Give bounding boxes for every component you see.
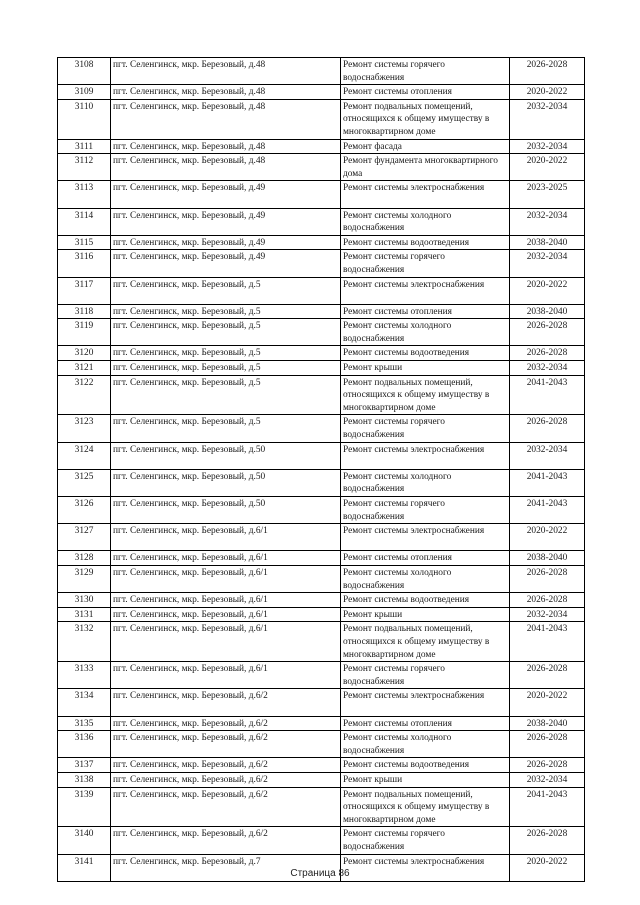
row-work-type: Ремонт системы водоотведения [341,593,510,608]
row-work-type: Ремонт системы холодного водоснабжения [341,208,510,235]
table-row [58,469,585,496]
row-period: 2038-2040 [510,716,585,731]
table-row [58,346,585,361]
row-work-type: Ремонт системы электроснабжения [341,442,510,469]
row-work-type: Ремонт крыши [341,361,510,376]
row-work-type: Ремонт системы отопления [341,716,510,731]
row-period: 2038-2040 [510,304,585,319]
row-address: пгт. Селенгинск, мкр. Березовый, д.6/2 [111,716,341,731]
table-row [58,758,585,773]
row-work-type: Ремонт системы горячего водоснабжения [341,58,510,85]
row-period: 2038-2040 [510,235,585,250]
row-address: пгт. Селенгинск, мкр. Березовый, д.48 [111,58,341,85]
row-work-type: Ремонт подвальных помещений, относящихся к общему имуществу в многоквартирном доме [341,787,510,827]
row-address: пгт. Селенгинск, мкр. Березовый, д.6/2 [111,689,341,716]
table-row [58,375,585,415]
row-number: 3129 [58,566,111,593]
repair-schedule-table [57,57,585,882]
row-address: пгт. Селенгинск, мкр. Березовый, д.6/1 [111,622,341,662]
table-row [58,607,585,622]
row-work-type: Ремонт системы горячего водоснабжения [341,662,510,689]
row-work-type: Ремонт фасада [341,139,510,154]
row-work-type: Ремонт крыши [341,772,510,787]
row-address: пгт. Селенгинск, мкр. Березовый, д.49 [111,181,341,208]
row-address: пгт. Селенгинск, мкр. Березовый, д.50 [111,442,341,469]
row-number: 3128 [58,551,111,566]
table-row [58,181,585,208]
row-number: 3133 [58,662,111,689]
row-period: 2032-2034 [510,250,585,277]
row-period: 2032-2034 [510,772,585,787]
row-address: пгт. Селенгинск, мкр. Березовый, д.7 [111,854,341,881]
table-row [58,566,585,593]
row-work-type: Ремонт системы водоотведения [341,758,510,773]
row-address: пгт. Селенгинск, мкр. Березовый, д.49 [111,208,341,235]
row-work-type: Ремонт системы холодного водоснабжения [341,469,510,496]
table-row [58,277,585,304]
row-address: пгт. Селенгинск, мкр. Березовый, д.6/1 [111,662,341,689]
row-work-type: Ремонт системы горячего водоснабжения [341,415,510,442]
row-period: 2032-2034 [510,208,585,235]
row-work-type: Ремонт системы электроснабжения [341,277,510,304]
row-address: пгт. Селенгинск, мкр. Березовый, д.6/2 [111,827,341,854]
row-address: пгт. Селенгинск, мкр. Березовый, д.48 [111,85,341,100]
row-work-type: Ремонт системы горячего водоснабжения [341,497,510,524]
row-number: 3130 [58,593,111,608]
table-row [58,415,585,442]
table-row [58,304,585,319]
row-number: 3122 [58,375,111,415]
row-work-type: Ремонт системы отопления [341,85,510,100]
row-number: 3126 [58,497,111,524]
row-period: 2032-2034 [510,607,585,622]
row-number: 3125 [58,469,111,496]
table-row [58,497,585,524]
row-period: 2020-2022 [510,854,585,881]
row-work-type: Ремонт системы отопления [341,304,510,319]
row-period: 2026-2028 [510,319,585,346]
table-row [58,551,585,566]
row-number: 3109 [58,85,111,100]
table-row [58,716,585,731]
row-work-type: Ремонт системы водоотведения [341,235,510,250]
table-body [58,58,585,882]
row-work-type: Ремонт подвальных помещений, относящихся к общему имуществу в многоквартирном доме [341,99,510,139]
row-number: 3119 [58,319,111,346]
row-address: пгт. Селенгинск, мкр. Березовый, д.6/1 [111,593,341,608]
row-address: пгт. Селенгинск, мкр. Березовый, д.5 [111,304,341,319]
row-address: пгт. Селенгинск, мкр. Березовый, д.6/1 [111,607,341,622]
table-row [58,85,585,100]
row-number: 3118 [58,304,111,319]
table-row [58,139,585,154]
table-row [58,731,585,758]
table-row [58,250,585,277]
row-number: 3117 [58,277,111,304]
row-address: пгт. Селенгинск, мкр. Березовый, д.6/2 [111,787,341,827]
row-address: пгт. Селенгинск, мкр. Березовый, д.50 [111,469,341,496]
row-number: 3121 [58,361,111,376]
table-row [58,208,585,235]
row-address: пгт. Селенгинск, мкр. Березовый, д.5 [111,415,341,442]
row-period: 2020-2022 [510,85,585,100]
row-period: 2032-2034 [510,442,585,469]
table-row [58,524,585,551]
table-row [58,442,585,469]
table-row [58,319,585,346]
row-address: пгт. Селенгинск, мкр. Березовый, д.5 [111,375,341,415]
table-row [58,361,585,376]
row-work-type: Ремонт системы холодного водоснабжения [341,566,510,593]
row-address: пгт. Селенгинск, мкр. Березовый, д.5 [111,346,341,361]
row-work-type: Ремонт фундамента многоквартирного дома [341,154,510,181]
row-period: 2026-2028 [510,827,585,854]
row-number: 3114 [58,208,111,235]
row-period: 2041-2043 [510,497,585,524]
row-number: 3134 [58,689,111,716]
row-period: 2041-2043 [510,469,585,496]
row-number: 3127 [58,524,111,551]
row-period: 2026-2028 [510,58,585,85]
row-work-type: Ремонт крыши [341,607,510,622]
row-address: пгт. Селенгинск, мкр. Березовый, д.6/2 [111,772,341,787]
row-address: пгт. Селенгинск, мкр. Березовый, д.5 [111,361,341,376]
row-period: 2038-2040 [510,551,585,566]
row-number: 3112 [58,154,111,181]
row-work-type: Ремонт системы холодного водоснабжения [341,731,510,758]
row-number: 3131 [58,607,111,622]
table-row [58,787,585,827]
row-period: 2020-2022 [510,524,585,551]
row-number: 3135 [58,716,111,731]
row-number: 3115 [58,235,111,250]
row-address: пгт. Селенгинск, мкр. Березовый, д.49 [111,235,341,250]
row-address: пгт. Селенгинск, мкр. Березовый, д.50 [111,497,341,524]
row-number: 3140 [58,827,111,854]
table-row [58,593,585,608]
row-number: 3141 [58,854,111,881]
row-number: 3137 [58,758,111,773]
row-work-type: Ремонт системы горячего водоснабжения [341,250,510,277]
row-address: пгт. Селенгинск, мкр. Березовый, д.6/1 [111,524,341,551]
row-work-type: Ремонт системы электроснабжения [341,689,510,716]
row-work-type: Ремонт системы электроснабжения [341,181,510,208]
row-work-type: Ремонт системы холодного водоснабжения [341,319,510,346]
row-period: 2020-2022 [510,154,585,181]
page-number: Страница 86 [290,868,350,879]
row-work-type: Ремонт подвальных помещений, относящихся к общему имуществу в многоквартирном доме [341,622,510,662]
row-period: 2032-2034 [510,361,585,376]
row-number: 3123 [58,415,111,442]
row-period: 2026-2028 [510,346,585,361]
row-work-type: Ремонт системы горячего водоснабжения [341,827,510,854]
row-period: 2041-2043 [510,375,585,415]
table-row [58,827,585,854]
row-period: 2020-2022 [510,277,585,304]
table-row [58,154,585,181]
row-address: пгт. Селенгинск, мкр. Березовый, д.6/2 [111,758,341,773]
row-number: 3111 [58,139,111,154]
row-period: 2026-2028 [510,593,585,608]
table-row [58,58,585,85]
row-period: 2026-2028 [510,731,585,758]
row-number: 3132 [58,622,111,662]
row-period: 2026-2028 [510,758,585,773]
row-period: 2041-2043 [510,787,585,827]
row-period: 2032-2034 [510,99,585,139]
row-number: 3120 [58,346,111,361]
row-address: пгт. Селенгинск, мкр. Березовый, д.49 [111,250,341,277]
row-period: 2026-2028 [510,566,585,593]
table-row [58,689,585,716]
row-period: 2023-2025 [510,181,585,208]
row-address: пгт. Селенгинск, мкр. Березовый, д.5 [111,319,341,346]
row-period: 2020-2022 [510,689,585,716]
row-work-type: Ремонт системы электроснабжения [341,854,510,881]
row-period: 2026-2028 [510,662,585,689]
row-address: пгт. Селенгинск, мкр. Березовый, д.6/1 [111,566,341,593]
row-address: пгт. Селенгинск, мкр. Березовый, д.48 [111,99,341,139]
table-row [58,622,585,662]
row-work-type: Ремонт подвальных помещений, относящихся к общему имуществу в многоквартирном доме [341,375,510,415]
table-row [58,772,585,787]
row-number: 3108 [58,58,111,85]
row-address: пгт. Селенгинск, мкр. Березовый, д.6/2 [111,731,341,758]
row-number: 3136 [58,731,111,758]
row-address: пгт. Селенгинск, мкр. Березовый, д.48 [111,154,341,181]
row-number: 3113 [58,181,111,208]
row-work-type: Ремонт системы отопления [341,551,510,566]
row-address: пгт. Селенгинск, мкр. Березовый, д.5 [111,277,341,304]
row-work-type: Ремонт системы водоотведения [341,346,510,361]
row-number: 3110 [58,99,111,139]
row-address: пгт. Селенгинск, мкр. Березовый, д.48 [111,139,341,154]
row-work-type: Ремонт системы электроснабжения [341,524,510,551]
row-number: 3124 [58,442,111,469]
table-row [58,235,585,250]
row-number: 3116 [58,250,111,277]
row-period: 2032-2034 [510,139,585,154]
row-number: 3138 [58,772,111,787]
table-row [58,99,585,139]
row-period: 2026-2028 [510,415,585,442]
row-period: 2041-2043 [510,622,585,662]
table-row [58,662,585,689]
row-address: пгт. Селенгинск, мкр. Березовый, д.6/1 [111,551,341,566]
row-number: 3139 [58,787,111,827]
